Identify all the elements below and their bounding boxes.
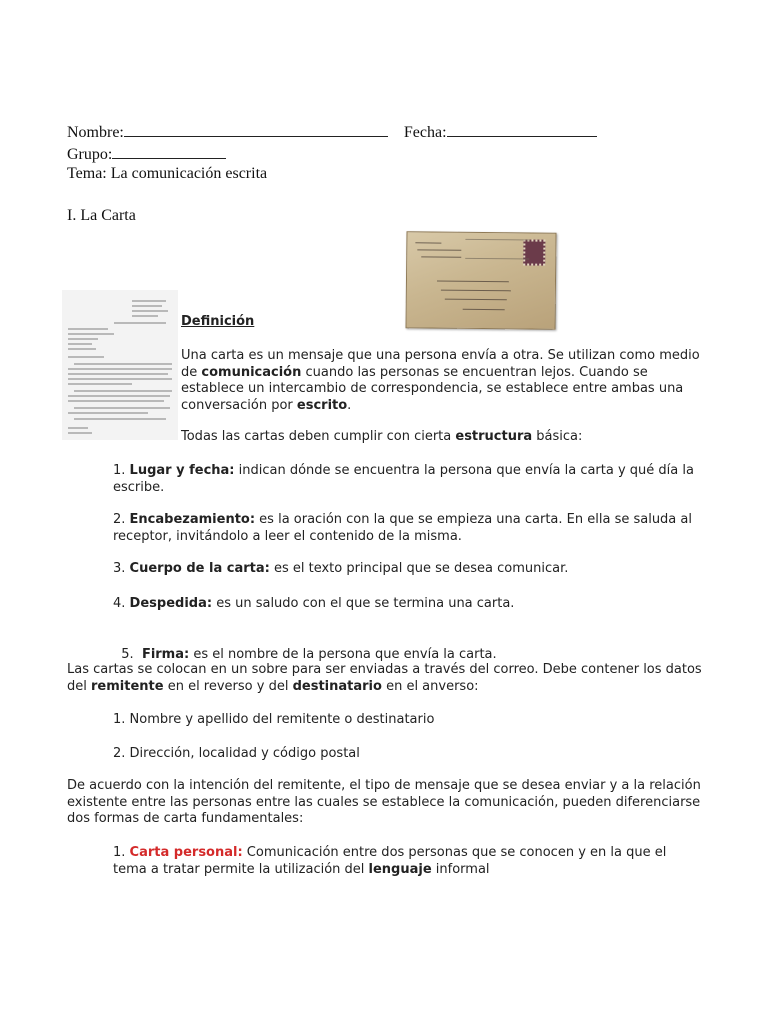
estructura-intro: Todas las cartas deben cumplir con cierta estructura básica: [181,429,583,444]
fecha-blank[interactable] [447,122,597,137]
definicion-heading: Definición [181,314,255,329]
envelope-image [405,231,556,330]
tipos-paragraph: De acuerdo con la intención del remitente, el tipo de mensaje que se desea enviar y a la relación existente entre las personas entre las cuales se establece la comunicación, pueden diferenciarse dos formas de carta fundamentales: [67,778,701,826]
nombre-blank[interactable] [124,122,388,137]
sobre-item-direccion: 2. Dirección, localidad y código postal [113,746,360,761]
section-title: I. La Carta [67,207,136,224]
list-item-lugar-fecha: 1. Lugar y fecha: indican dónde se encuentra la persona que envía la carta y qué día la escribe. [113,463,694,495]
fecha-label: Fecha: [403,124,447,141]
grupo-label: Grupo: [67,146,113,163]
sobre-item-nombre: 1. Nombre y apellido del remitente o destinatario [113,712,435,727]
nombre-label: Nombre: [67,124,124,141]
list-item-encabezamiento: 2. Encabezamiento: es la oración con la que se empieza una carta. En ella se saluda al receptor, invitándolo a leer el contenido de la misma. [113,512,692,544]
grupo-line [67,144,226,165]
list-item-carta-personal: 1. Carta personal: Comunicación entre dos personas que se conocen y en la que el tema a tratar permite la utilización del lenguaje informal [113,845,667,877]
list-item-despedida: 4. Despedida: es un saludo con el que se termina una carta. [113,596,515,611]
grupo-blank[interactable] [112,144,226,159]
letter-image [62,290,178,440]
name-line [67,122,597,143]
list-item-cuerpo: 3. Cuerpo de la carta: es el texto principal que se desea comunicar. [113,561,569,576]
list-item-firma: 5. Firma: es el nombre de la persona que envía la carta. [121,646,497,662]
sobre-paragraph: Las cartas se colocan en un sobre para ser enviadas a través del correo. Debe contener los datos del remitente en el reverso y del destinatario en el anverso: [67,662,702,694]
definicion-paragraph: Una carta es un mensaje que una persona envía a otra. Se utilizan como medio de comunicación cuando las personas se encuentran lejos. Cuando se establece un intercambio de correspondencia, se establece entre ambas una conversación por escrito. [181,348,700,413]
tema-title: Tema: La comunicación escrita [67,165,268,182]
